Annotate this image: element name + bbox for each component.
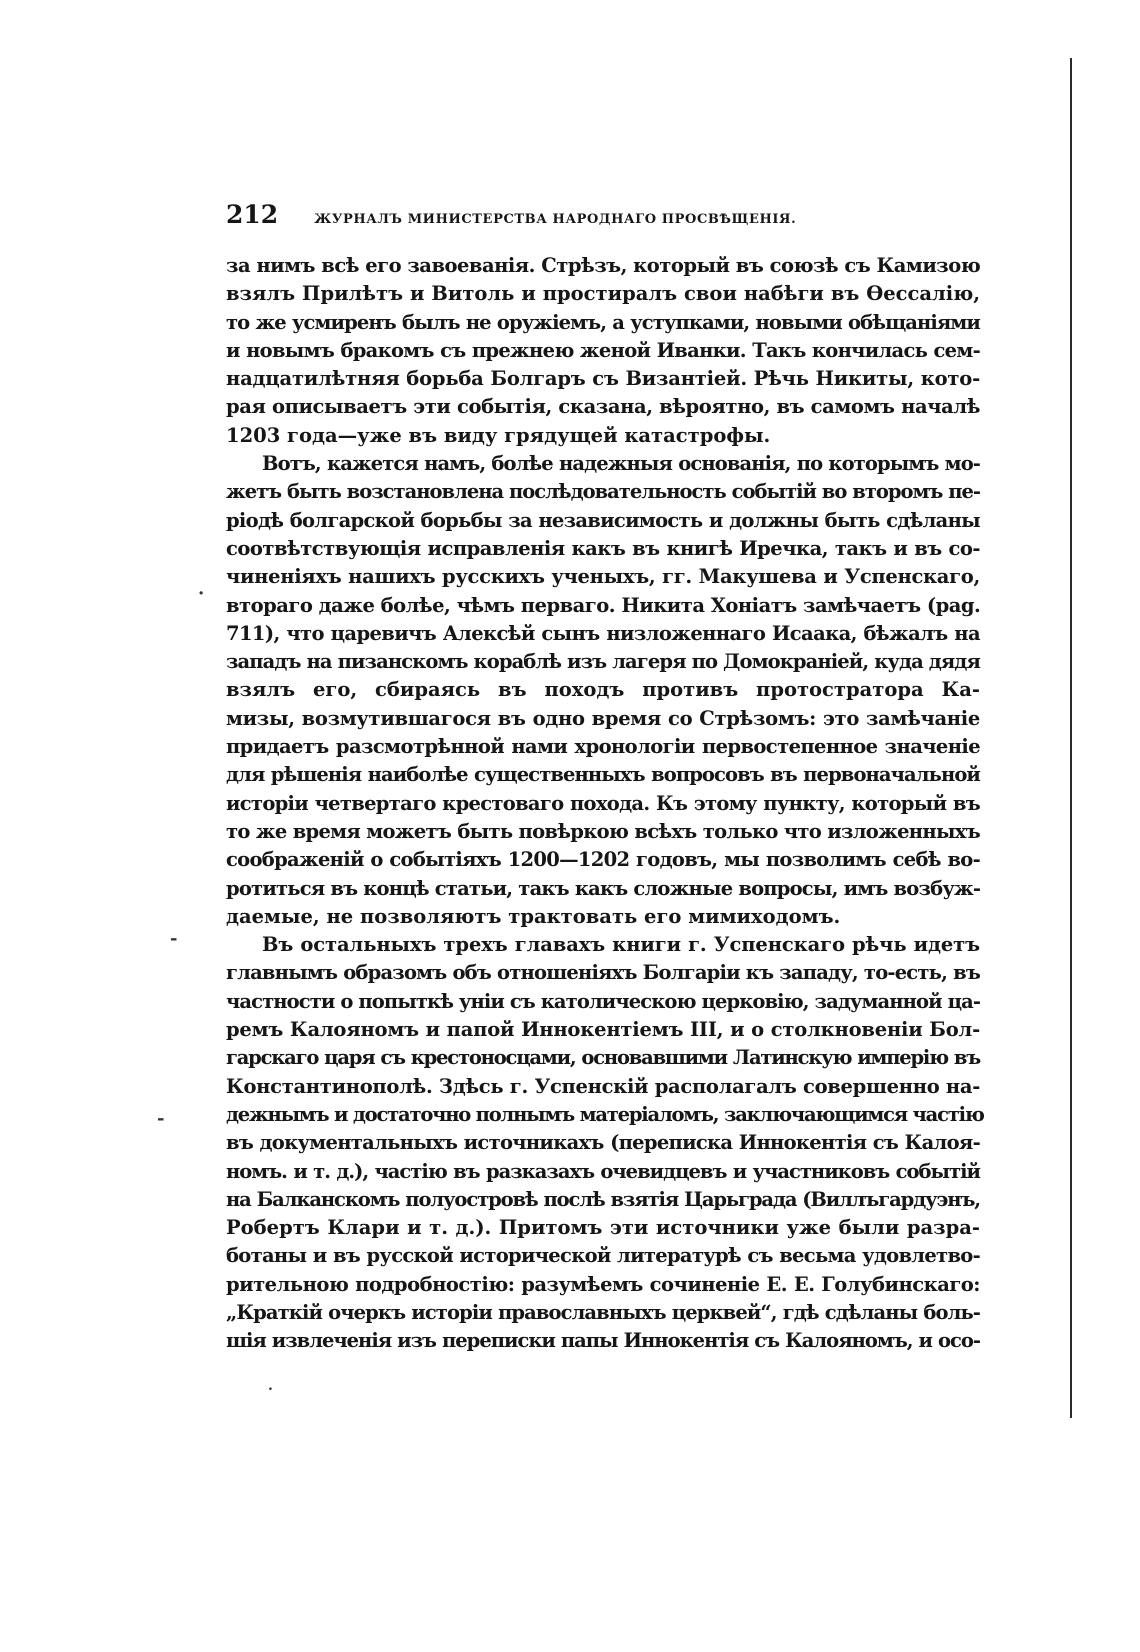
text-line: въ документальныхъ источникахъ (переписка Иннокентія съ Калоя- xyxy=(226,1131,980,1155)
text-line: и новымъ бракомъ съ прежнею женой Иванки. Такъ кончилась сем- xyxy=(226,338,980,362)
running-title: ЖУРНАЛЪ МИНИСТЕРСТВА НАРОДНАГО ПРОСВѢЩЕНІЯ. xyxy=(314,212,797,227)
text-line: втораго даже болѣе, чѣмъ перваго. Никита Хоніатъ замѣчаетъ (pag. xyxy=(226,593,981,617)
text-line: на Балканскомъ полуостровѣ послѣ взятія Царьграда (Виллъгардуэнъ, xyxy=(226,1187,980,1211)
text-line: соображеній о событіяхъ 1200—1202 годовъ, мы позволимъ себѣ во- xyxy=(226,848,980,872)
text-line: взялъ его, сбираясь въ походъ противъ протостратора Ка- xyxy=(226,678,980,702)
text-line: придаетъ разсмотрѣнной нами хронологіи первостепенное значеніе xyxy=(226,735,980,759)
text-line: соотвѣтствующія исправленія какъ въ книгѣ Иречка, такъ и въ со- xyxy=(226,536,980,560)
text-line: шія извлеченія изъ переписки папы Иннокентія съ Калояномъ, и осо- xyxy=(226,1329,980,1353)
text-line: главнымъ образомъ объ отношеніяхъ Болгаріи къ западу, то-есть, въ xyxy=(226,961,980,985)
text-line: ротиться въ концѣ статьи, такъ какъ сложные вопросы, имъ возбуж- xyxy=(226,876,981,900)
margin-mark: . xyxy=(268,1378,273,1394)
text-line: жетъ быть возстановлена послѣдовательность событій во второмъ пе- xyxy=(226,480,980,504)
text-line: ремъ Калояномъ и папой Иннокентіемъ III, и о столкновеніи Бол- xyxy=(226,1018,980,1042)
text-line: даемые, не позволяютъ трактовать его мимиходомъ. xyxy=(226,904,841,928)
text-line: чиненіяхъ нашихъ русскихъ ученыхъ, гг. Макушева и Успенскаго, xyxy=(226,565,980,589)
page-number: 212 xyxy=(226,200,279,229)
page-header xyxy=(226,200,976,232)
text-line: ріодѣ болгарской борьбы за независимость и должны быть сдѣланы xyxy=(226,508,980,532)
text-line: Въ остальныхъ трехъ главахъ книги г. Успенскаго рѣчь идетъ xyxy=(262,933,980,957)
margin-mark: - xyxy=(170,928,178,949)
text-line: Робертъ Клари и т. д.). Притомъ эти источники уже были разра- xyxy=(226,1216,980,1240)
paragraph-1 xyxy=(226,252,980,450)
paragraph-3 xyxy=(226,931,984,1355)
text-line: взялъ Прилѣтъ и Витоль и простиралъ свои набѣги въ Ѳессалію, xyxy=(226,282,980,306)
paragraph-2 xyxy=(226,450,980,931)
page-edge-line xyxy=(1070,58,1072,1418)
text-line: за нимъ всѣ его завоеванія. Стрѣзъ, который въ союзѣ съ Камизою xyxy=(226,254,981,277)
text-line: то же усмиренъ былъ не оружіемъ, а уступками, новыми обѣщаніями xyxy=(226,310,980,334)
text-line: номъ. и т. д.), частію въ разказахъ очевидцевъ и участниковъ событій xyxy=(226,1159,980,1183)
text-line: частности о попыткѣ уніи съ католическою церковію, задуманной ца- xyxy=(226,989,981,1013)
text-line: дежнымъ и достаточно полнымъ матеріаломъ, заключающимся частію xyxy=(226,1102,984,1126)
text-line: то же время можетъ быть повѣркою всѣхъ только что изложенныхъ xyxy=(226,819,980,843)
margin-mark: · xyxy=(198,583,205,604)
text-line: исторіи четвертаго крестоваго похода. Къ этому пункту, который въ xyxy=(226,791,980,815)
text-line: надцатилѣтняя борьба Болгаръ съ Византіей. Рѣчь Никиты, кото- xyxy=(226,367,980,391)
text-line: Вотъ, кажется намъ, болѣе надежныя основанія, по которымъ мо- xyxy=(262,452,980,476)
text-line: Константинополѣ. Здѣсь г. Успенскій располагалъ совершенно на- xyxy=(226,1074,980,1098)
text-line: гарскаго царя съ крестоносцами, основавшими Латинскую имперію въ xyxy=(226,1046,980,1070)
text-line: 1203 года—уже въ виду грядущей катастрофы. xyxy=(226,423,771,447)
text-line: для рѣшенія наиболѣе существенныхъ вопросовъ въ первоначальной xyxy=(226,763,980,787)
text-line: „Краткій очеркъ исторіи православныхъ церквей“, гдѣ сдѣланы боль- xyxy=(226,1300,980,1324)
text-line: ботаны и въ русской исторической литературѣ съ весьма удовлетво- xyxy=(226,1244,980,1268)
text-line: 711), что царевичъ Алексѣй сынъ низложеннаго Исаака, бѣжалъ на xyxy=(226,621,980,645)
text-line: рая описываетъ эти событія, сказана, вѣроятно, въ самомъ началѣ xyxy=(226,395,980,419)
text-line: западъ на пизанскомъ кораблѣ изъ лагеря по Домокраніей, куда дядя xyxy=(226,650,980,674)
text-line: мизы, возмутившагося въ одно время со Стрѣзомъ: это замѣчаніе xyxy=(226,706,980,730)
body-text xyxy=(226,252,984,1356)
margin-mark: - xyxy=(157,1108,165,1129)
text-line: рительною подробностію: разумѣемъ сочиненіе Е. Е. Голубинскаго: xyxy=(226,1272,980,1296)
